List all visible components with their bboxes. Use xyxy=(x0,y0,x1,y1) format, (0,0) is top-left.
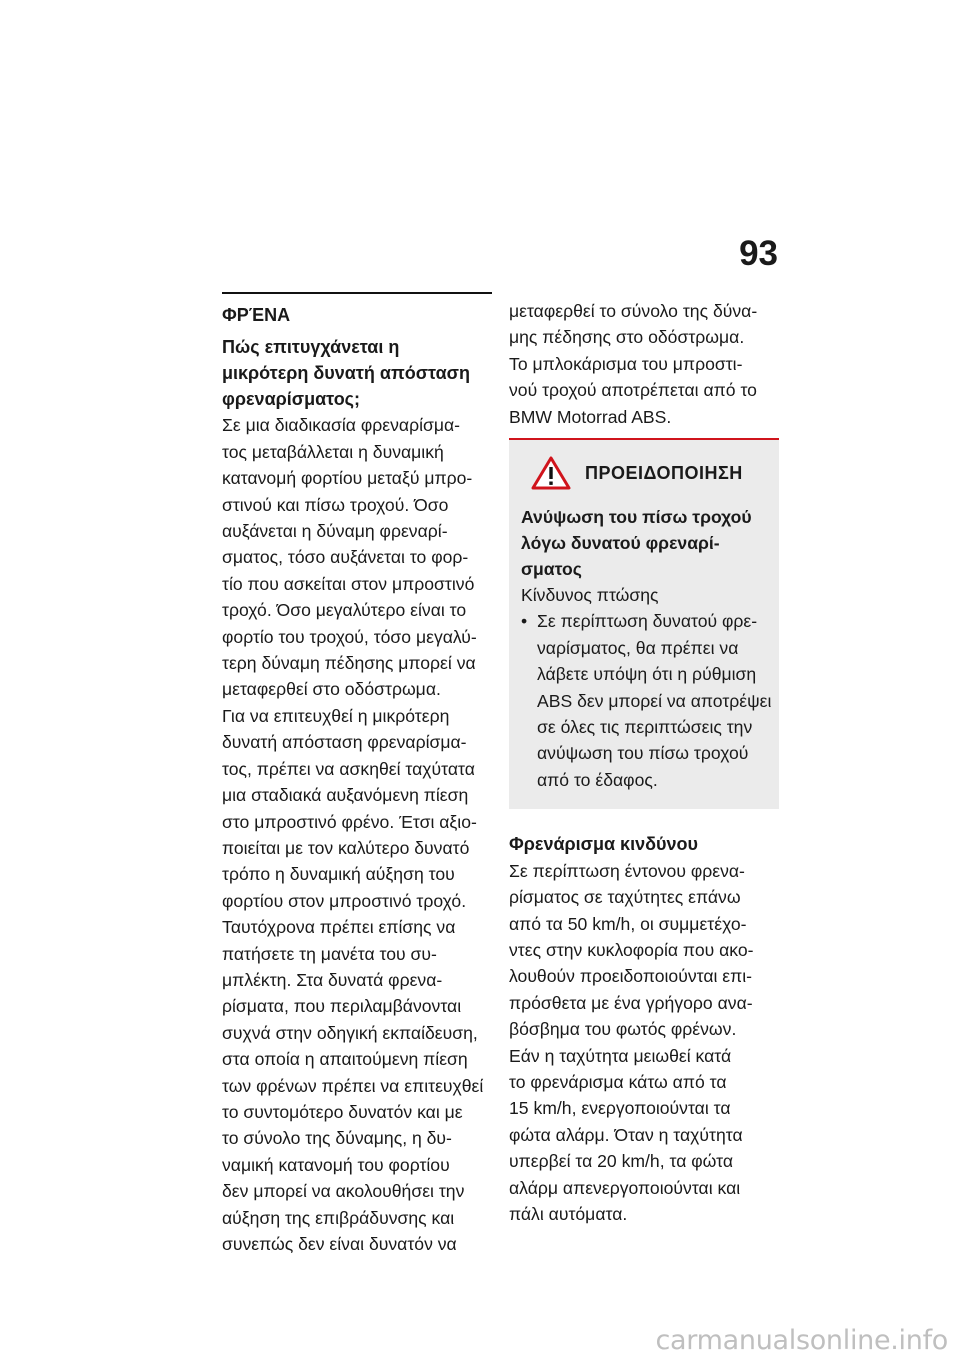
heading-line: σματος xyxy=(521,559,582,580)
text-line: ναρίσματος, θα πρέπει να xyxy=(537,637,739,658)
text-line: δεν μπορεί να ακολουθήσει την xyxy=(222,1181,465,1202)
left-body-text xyxy=(222,412,492,1257)
text-line: BMW Motorrad ABS. xyxy=(509,406,672,427)
text-line: νού τροχού αποτρέπεται από το xyxy=(509,380,757,401)
text-line: ποιείται με τον καλύτερο δυνατό xyxy=(222,837,470,858)
warning-triangle-icon xyxy=(531,456,571,490)
text-line: τος, πρέπει να ασκηθεί ταχύτατα xyxy=(222,758,475,779)
text-line: λάβετε υπόψη ότι η ρύθμιση xyxy=(537,664,757,685)
question-heading xyxy=(222,334,492,412)
text-line: ντες στην κυκλοφορία που ακο- xyxy=(509,939,754,960)
right-column xyxy=(509,298,779,1227)
text-line: 15 km/h, ενεργοποιούνται τα xyxy=(509,1098,731,1119)
text-line: Σε περίπτωση έντονου φρενα- xyxy=(509,860,745,881)
text-line: συχνά στην οδηγική εκπαίδευση, xyxy=(222,1022,478,1043)
text-line: σε όλες τις περιπτώσεις την xyxy=(537,717,753,738)
footer-watermark-url: carmanualsonline.info xyxy=(655,1325,948,1356)
text-line: Το μπλοκάρισμα του μπροστι- xyxy=(509,353,743,374)
text-line: τίο που ασκείται στον μπροστινό xyxy=(222,573,475,594)
text-line: ABS δεν μπορεί να αποτρέψει xyxy=(537,690,772,711)
text-line: μπλέκτη. Στα δυνατά φρενα- xyxy=(222,969,443,990)
text-line: Ταυτόχρονα πρέπει επίσης να xyxy=(222,917,456,938)
bullet-text xyxy=(537,608,771,793)
text-line: το σύνολο της δύναμης, η δυ- xyxy=(222,1128,452,1149)
heading-line: λόγω δυνατού φρεναρί- xyxy=(521,533,720,554)
danger-heading: Φρενάρισμα κινδύνου xyxy=(509,834,698,855)
warning-heading xyxy=(521,504,775,582)
heading-line: Πώς επιτυγχάνεται η xyxy=(222,337,400,358)
text-line: πατήσετε τη μανέτα του συ- xyxy=(222,943,437,964)
text-line: Εάν η ταχύτητα μειωθεί κατά xyxy=(509,1045,732,1066)
heading-line: φρεναρίσματος; xyxy=(222,389,361,410)
text-line: συνεπώς δεν είναι δυνατόν να xyxy=(222,1234,457,1254)
warning-header xyxy=(531,456,775,490)
text-line: ανύψωση του πίσω τροχού xyxy=(537,743,749,764)
text-line: τος μεταβάλλεται η δυναμική xyxy=(222,441,444,462)
text-line: φορτίο του τροχού, τόσο μεγαλύ- xyxy=(222,626,477,647)
heading-line: μικρότερη δυνατή απόσταση xyxy=(222,363,470,384)
text-line: ρίσματα, που περιλαμβάνονται xyxy=(222,996,462,1017)
warning-risk: Κίνδυνος πτώσης xyxy=(521,585,659,606)
text-line: λουθούν προειδοποιούνται επι- xyxy=(509,966,753,987)
warning-bullet xyxy=(521,608,775,793)
text-line: στο μπροστινό φρένο. Έτσι αξιο- xyxy=(222,811,477,832)
text-line: κατανομή φορτίου μεταξύ μπρο- xyxy=(222,468,473,489)
heading-line: Ανύψωση του πίσω τροχού xyxy=(521,507,752,528)
text-line: τερη δύναμη πέδησης μπορεί να xyxy=(222,653,476,674)
text-line: ρίσματος σε ταχύτητες επάνω xyxy=(509,887,741,908)
text-line: το συντομότερο δυνατόν και με xyxy=(222,1101,463,1122)
text-line: Για να επιτευχθεί η μικρότερη xyxy=(222,705,450,726)
text-line: δυνατή απόσταση φρεναρίσμα- xyxy=(222,732,467,753)
text-line: πρόσθετα με ένα γρήγορο ανα- xyxy=(509,992,753,1013)
text-line: υπερβεί τα 20 km/h, τα φώτα xyxy=(509,1151,734,1172)
text-line: πάλι αυτόματα. xyxy=(509,1203,628,1224)
text-line: μης πέδησης στο οδόστρωμα. xyxy=(509,327,745,348)
text-line: τρόπο η δυναμική αύξηση του xyxy=(222,864,455,885)
text-line: αλάρμ απενεργοποιούνται και xyxy=(509,1177,741,1198)
page-number: 93 xyxy=(739,234,778,273)
text-line: τροχό. Όσο μεγαλύτερο είναι το xyxy=(222,600,467,621)
text-line: από τα 50 km/h, οι συμμετέχο- xyxy=(509,913,747,934)
text-line: μια σταδιακά αυξανόμενη πίεση xyxy=(222,785,469,806)
right-body-text xyxy=(509,298,779,430)
text-line: Σε μια διαδικασία φρεναρίσμα- xyxy=(222,415,461,436)
warning-title: ΠΡΟΕΙΔΟΠΟΙΗΣΗ xyxy=(585,462,743,483)
text-line: αυξάνεται η δύναμη φρεναρί- xyxy=(222,521,448,542)
text-line: φώτα αλάρμ. Όταν η ταχύτητα xyxy=(509,1124,743,1145)
text-line: ναμική κατανομή του φορτίου xyxy=(222,1154,450,1175)
text-line: στα οποία η απαιτούμενη πίεση xyxy=(222,1049,468,1070)
danger-body-text xyxy=(509,858,779,1228)
text-line: φορτίου στον μπροστινό τροχό. xyxy=(222,890,467,911)
text-line: των φρένων πρέπει να επιτευχθεί xyxy=(222,1075,484,1096)
text-line: το φρενάρισμα κάτω από τα xyxy=(509,1071,727,1092)
text-line: από το έδαφος. xyxy=(537,769,658,790)
text-line: αύξηση της επιβράδυνσης και xyxy=(222,1207,455,1228)
text-line: στινού και πίσω τροχού. Όσο xyxy=(222,494,449,515)
section-title: ΦΡΈΝΑ xyxy=(222,292,492,328)
bullet-dot: • xyxy=(521,611,528,632)
warning-box xyxy=(509,440,779,809)
text-line: σματος, τόσο αυξάνεται το φορ- xyxy=(222,547,469,568)
text-line: βόσβημα του φωτός φρένων. xyxy=(509,1019,737,1040)
text-line: Σε περίπτωση δυνατού φρε- xyxy=(537,611,758,632)
left-column xyxy=(222,292,492,1257)
text-line: μεταφερθεί στο οδόστρωμα. xyxy=(222,679,441,700)
text-line: μεταφερθεί το σύνολο της δύνα- xyxy=(509,301,758,321)
